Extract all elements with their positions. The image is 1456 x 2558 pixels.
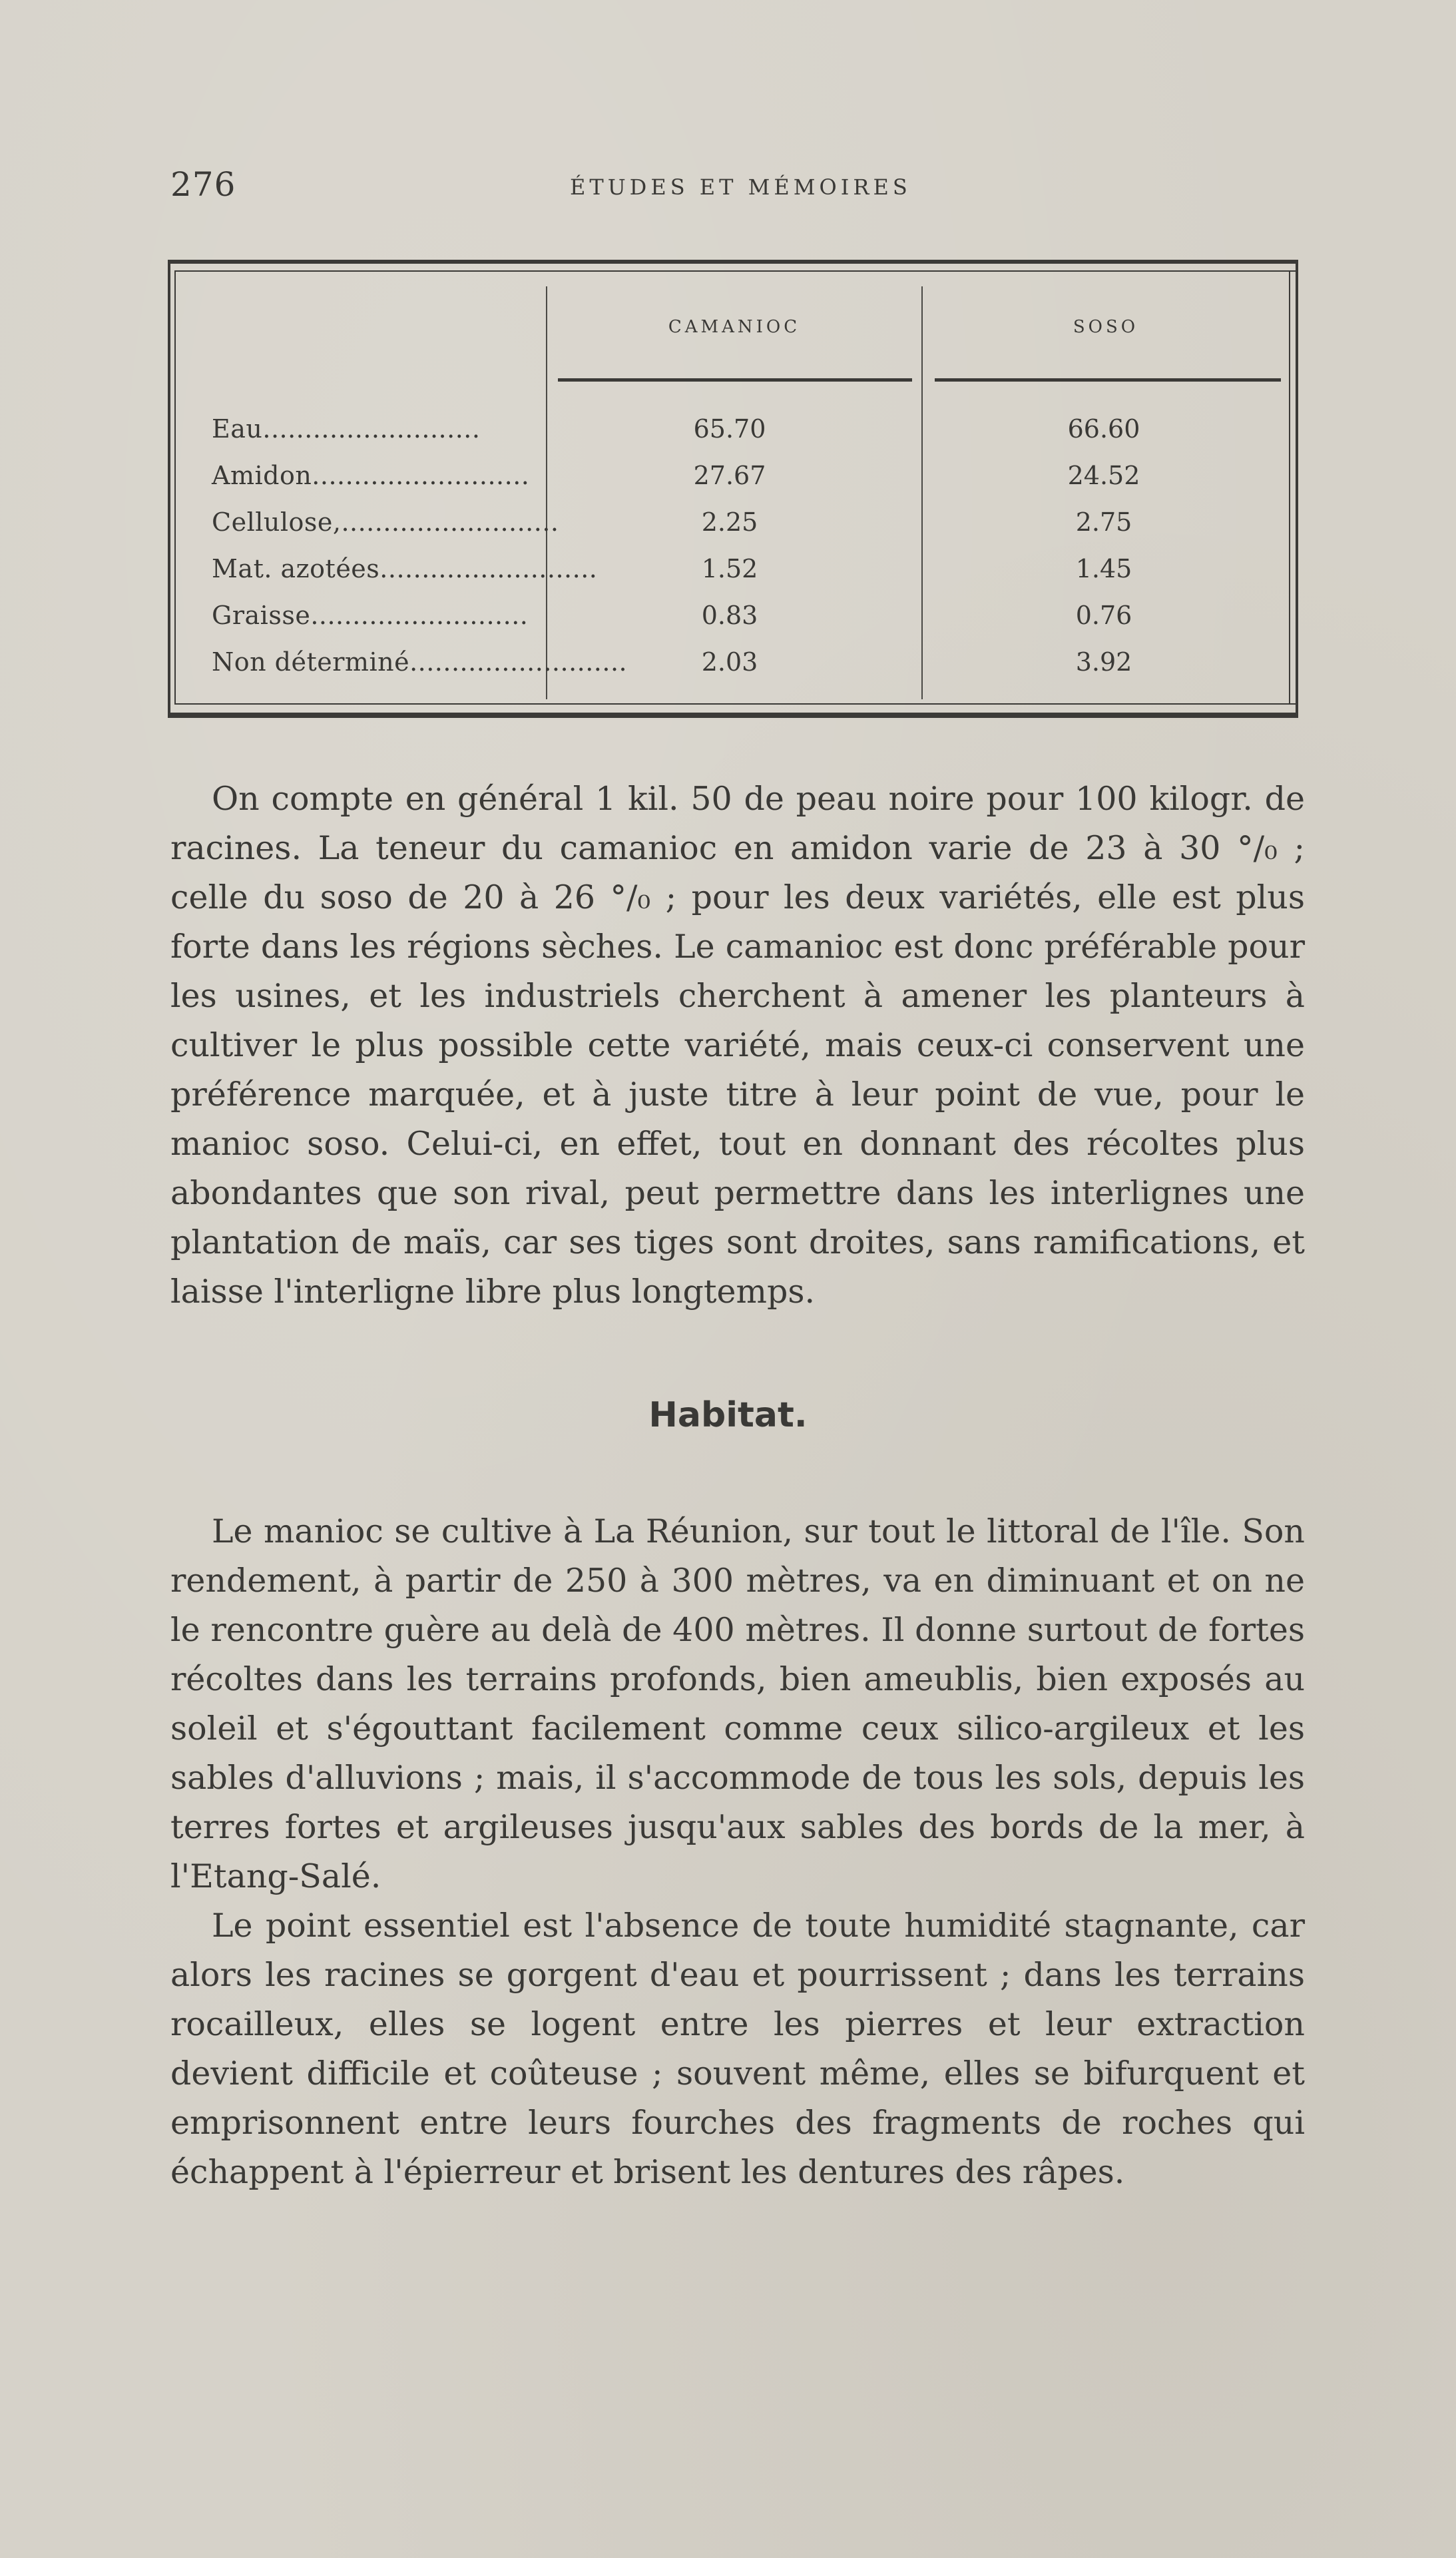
cell-camanioc: 1.52 <box>701 554 758 583</box>
table-right-inner-rule <box>1289 270 1290 705</box>
row-label: Mat. azotées.......................... <box>212 554 598 583</box>
cell-camanioc: 27.67 <box>693 461 766 490</box>
column-header-rule <box>935 378 1281 382</box>
column-header-camanioc: CAMANIOC <box>668 317 801 337</box>
cell-soso: 2.75 <box>1075 507 1132 537</box>
page-number: 276 <box>170 165 236 204</box>
composition-table <box>170 260 1297 719</box>
table-right-outer-rule <box>1296 260 1298 718</box>
cell-camanioc: 0.83 <box>701 601 758 630</box>
body-section-1 <box>170 775 1305 1317</box>
running-head <box>170 165 1302 205</box>
cell-soso: 1.45 <box>1075 554 1132 583</box>
row-label: Non déterminé.......................... <box>212 647 628 677</box>
column-header-rule <box>558 378 912 382</box>
cell-soso: 0.76 <box>1075 601 1132 630</box>
running-title: ÉTUDES ET MÉMOIRES <box>570 174 911 200</box>
table-top-rule <box>170 260 1297 264</box>
paragraph: Le point essentiel est l'absence de toute humidité stagnante, car alors les racines se gorgent d'eau et pourrissent ; dans les terrains rocailleux, elles se logent entre les pierres et leur extraction devient difficile et coûteuse ; souvent même, elles se bifurquent et emprisonnent entre leurs fourches des fragments de roches qui échappent à l'épierreur et brisent les dentures des râpes. <box>170 1907 1305 2191</box>
table-bottom-rule <box>170 713 1297 718</box>
paragraph: On compte en général 1 kil. 50 de peau noire pour 100 kilogr. de racines. La teneur du camanioc en amidon varie de 23 à 30 °/₀ ; celle du soso de 20 à 26 °/₀ ; pour les deux variétés, elle est plus forte dans les régions sèches. Le camanioc est donc préférable pour les usines, et les industriels cherchent à amener les planteurs à cultiver le plus possible cette variété, mais ceux-ci conservent une préférence marquée, et à juste titre à leur point de vue, pour le manioc soso. Celui-ci, en effet, tout en donnant des récoltes plus abondantes que son rival, peut permettre dans les interlignes une plantation de maïs, car ses tiges sont droites, sans ramifications, et laisse l'interligne libre plus longtemps. <box>170 780 1305 1311</box>
column-separator <box>921 286 923 699</box>
section-heading: Habitat. <box>648 1395 808 1435</box>
cell-soso: 66.60 <box>1067 414 1140 444</box>
row-label: Cellulose,.......................... <box>212 507 559 537</box>
cell-camanioc: 2.25 <box>701 507 758 537</box>
cell-soso: 24.52 <box>1067 461 1140 490</box>
table-left-inner-rule <box>174 270 176 705</box>
column-header-soso: SOSO <box>1073 317 1139 337</box>
table-bottom-inner-rule <box>174 703 1297 705</box>
row-label: Graisse.......................... <box>212 601 529 630</box>
table-top-inner-rule <box>174 270 1297 272</box>
cell-camanioc: 2.03 <box>701 647 758 677</box>
table-left-outer-rule <box>168 260 170 718</box>
row-label: Amidon.......................... <box>212 461 530 490</box>
row-label: Eau.......................... <box>212 414 481 444</box>
cell-camanioc: 65.70 <box>693 414 766 444</box>
cell-soso: 3.92 <box>1075 647 1132 677</box>
column-separator <box>546 286 547 699</box>
body-section-2 <box>170 1507 1305 2197</box>
paragraph: Le manioc se cultive à La Réunion, sur tout le littoral de l'île. Son rendement, à partir de 250 à 300 mètres, va en diminuant et on ne le rencontre guère au delà de 400 mètres. Il donne surtout de fortes récoltes dans les terrains profonds, bien ameublis, bien exposés au soleil et s'égouttant facilement comme ceux silico-argileux et les sables d'alluvions ; mais, il s'accommode de tous les sols, depuis les terres fortes et argileuses jusqu'aux sables des bords de la mer, à l'Etang-Salé. <box>170 1512 1305 1895</box>
